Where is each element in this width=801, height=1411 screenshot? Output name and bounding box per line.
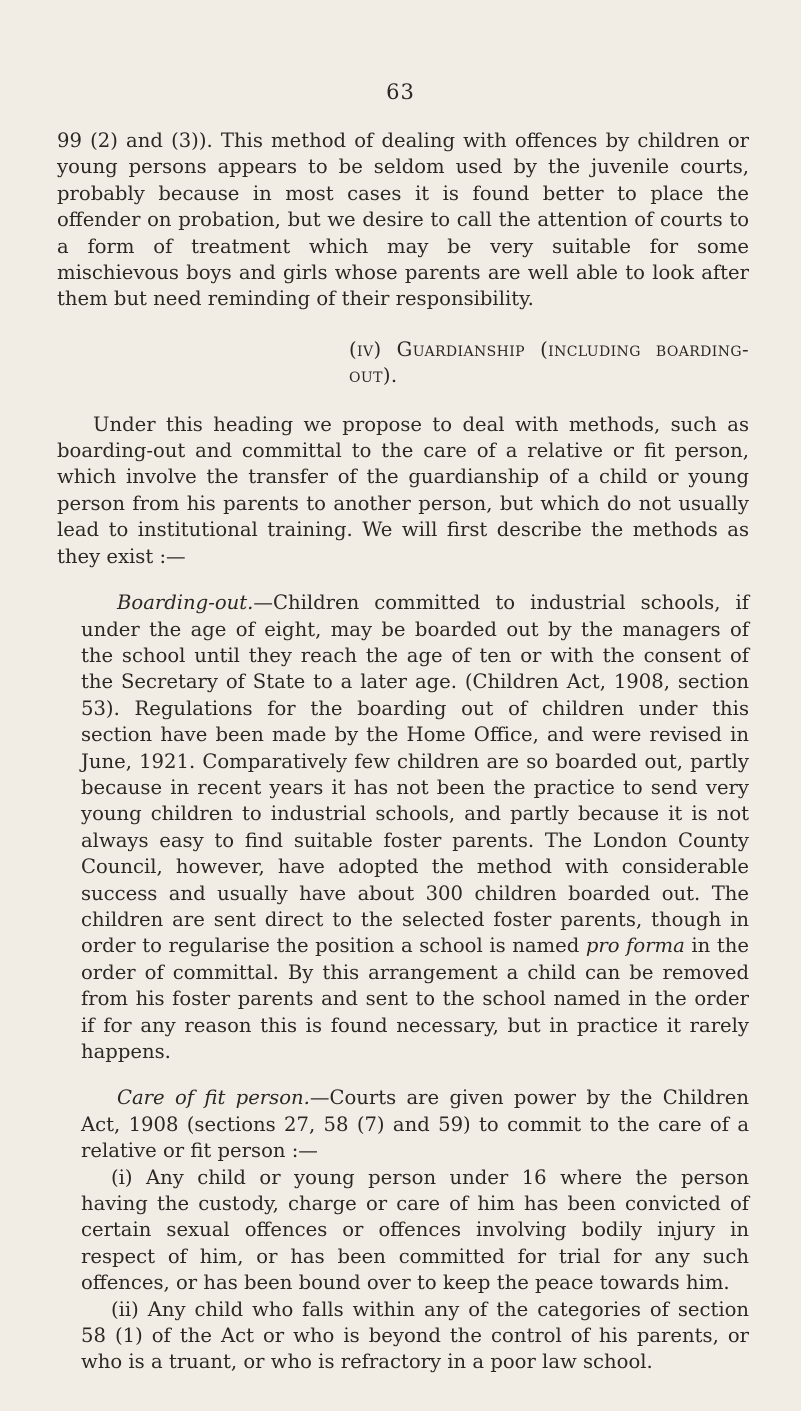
boarding-out-tail: in the order of committal. By this arrangement a child can be removed from his foster parents and sent to the school named in the order if for any reason this is found necessary, but in practice it rarely happens. bbox=[81, 934, 749, 1063]
paragraph-fit-person bbox=[81, 1085, 749, 1164]
fit-person-body: —Courts are given power by the Children Act, 1908 (sections 27, 58 (7) and 59) to commit to the care of a relative or fit person :— bbox=[81, 1086, 749, 1163]
list-item-ii: (ii) Any child who falls within any of the categories of section 58 (1) of the Act or who is beyond the control of his parents, or who is a truant, or who is refractory in a poor law school. bbox=[81, 1297, 749, 1374]
body-text bbox=[57, 128, 749, 1376]
section-heading: (iv) Guardianship (including boarding-out). bbox=[349, 337, 749, 388]
list-item-i: (i) Any child or young person under 16 where the person having the custody, charge or care of him has been convicted of certain sexual offences or offences involving bodily injury in respect of him, or has been committed for trial for any such offences, or has been bound over to keep the peace towards him. bbox=[81, 1165, 749, 1295]
paragraph-99: 99 (2) and (3)). This method of dealing with offences by children or young persons appears to be seldom used by the juvenile courts, probably because in most cases it is found better to place the offender on probation, but we desire to call the attention of courts to a form of treatment which may be very suitable for some mischievous boys and girls whose parents are well able to look after them but need reminding of their responsibility. bbox=[57, 129, 749, 311]
paragraph-boarding-out bbox=[81, 590, 749, 1065]
page-number: 63 bbox=[386, 80, 415, 104]
boarding-out-lead: Boarding-out. bbox=[117, 591, 254, 615]
fit-person-lead: Care of fit person. bbox=[117, 1086, 310, 1110]
pro-forma-text: pro forma bbox=[585, 934, 685, 958]
boarding-out-body: —Children committed to industrial schools, if under the age of eight, may be boarded out by the managers of the school until they reach the age of ten or with the consent of the Secretary of State to a later age. (Children Act, 1908, section 53). Regulations for the boarding out of children under this section have been made by the Home Office, and were revised in June, 1921. Comparatively few children are so boarded out, partly because in recent years it has not been the practice to send very young children to industrial schools, and partly because it is not always easy to find suitable foster parents. The London County Council, however, have adopted the method with considerable success and usually have about 300 children boarded out. The children are sent direct to the selected foster parents, though in order to regularise the position a school is named bbox=[81, 591, 749, 958]
paragraph-guardianship-intro: Under this heading we propose to deal with methods, such as boarding-out and committal to the care of a relative or fit person, which involve the transfer of the guardianship of a child or young person from his parents to another person, but which do not usually lead to institutional training. We will first describe the methods as they exist :— bbox=[57, 412, 749, 568]
